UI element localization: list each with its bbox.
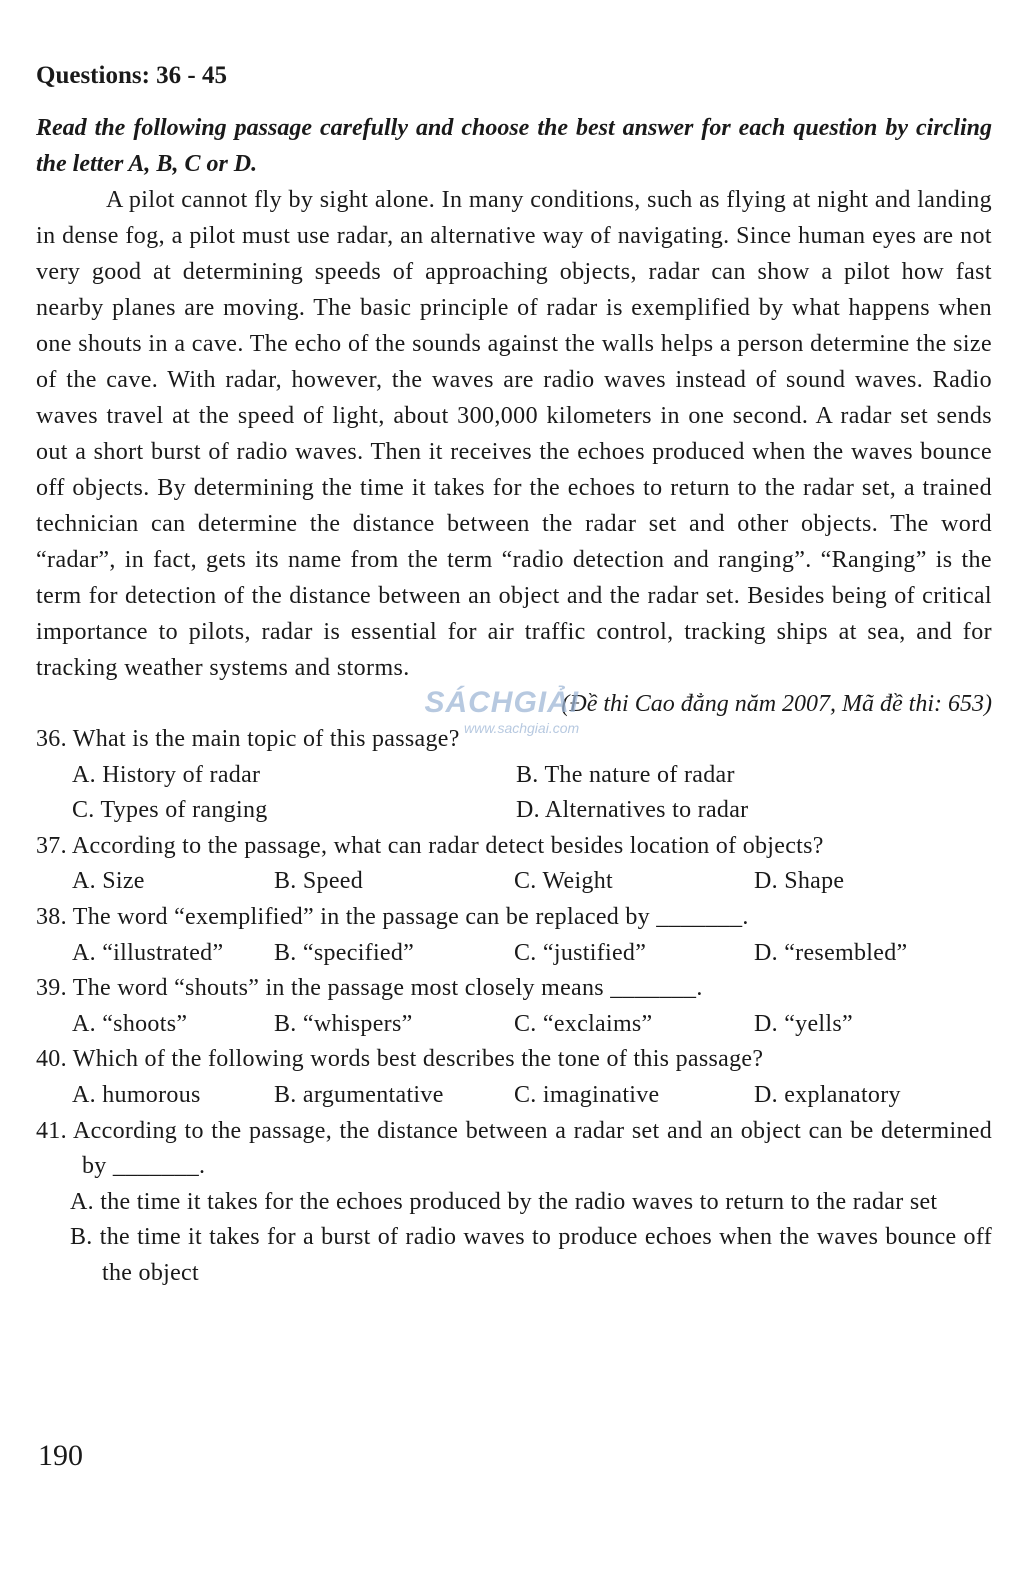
question-stem: 40. Which of the following words best describes the tone of this passage?: [36, 1046, 764, 1073]
question-37: [36, 829, 992, 900]
question-stem: 41. According to the passage, the distance between a radar set and an object can be determined by _______.: [36, 1117, 992, 1180]
section-heading: Questions: 36 - 45: [36, 62, 227, 89]
option-b[interactable]: B. Speed: [274, 868, 364, 895]
question-39: [36, 971, 992, 1042]
question-36: [36, 722, 992, 829]
option-c[interactable]: C. Types of ranging: [72, 797, 268, 824]
instructions: Read the following passage carefully and choose the best answer for each question by circling the letter A, B, C or D.: [36, 115, 992, 177]
answer-options: [36, 1078, 992, 1114]
option-b[interactable]: B. The nature of radar: [516, 761, 735, 788]
option-c[interactable]: C. “justified”: [514, 939, 647, 966]
option-d[interactable]: D. Alternatives to radar: [516, 797, 749, 824]
page-content: [36, 58, 992, 1292]
question-40: [36, 1042, 992, 1113]
option-b[interactable]: B. “specified”: [274, 939, 415, 966]
reading-passage: A pilot cannot fly by sight alone. In many conditions, such as flying at night and landing in dense fog, a pilot must use radar, an alternative way of navigating. Since human eyes are not very good at determining speeds of approaching objects, radar can show a pilot how fast nearby planes are moving. The basic principle of radar is exemplified by what happens when one shouts in a cave. The echo of the sounds against the walls helps a person determine the size of the cave. With radar, however, the waves are radio waves instead of sound waves. Radio waves travel at the speed of light, about 300,000 kilometers in one second. A radar set sends out a short burst of radio waves. Then it receives the echoes produced when the waves bounce off objects. By determining the time it takes for the echoes to return to the radar set, a trained technician can determine the distance between the radar set and other objects. The word “radar”, in fact, gets its name from the term “radio detection and ranging”. “Ranging” is the term for detection of the distance between an object and the radar set. Besides being of critical importance to pilots, radar is essential for air traffic control, tracking ships at sea, and for tracking weather systems and storms.: [36, 187, 992, 681]
option-a[interactable]: A. humorous: [72, 1081, 201, 1108]
option-b[interactable]: B. argumentative: [274, 1081, 444, 1108]
answer-options: [36, 758, 992, 829]
option-a[interactable]: A. “illustrated”: [72, 939, 224, 966]
question-stem: 36. What is the main topic of this passage?: [36, 726, 460, 752]
source-text: (Đề thi Cao đẳng năm 2007, Mã đề thi: 653): [561, 691, 992, 717]
option-a[interactable]: A. History of radar: [72, 761, 261, 788]
option-c[interactable]: C. imaginative: [514, 1081, 660, 1108]
page-number: 190: [38, 1439, 83, 1472]
source-citation: [36, 686, 992, 736]
option-a[interactable]: A. “shoots”: [72, 1010, 188, 1037]
question-38: [36, 900, 992, 971]
option-c[interactable]: C. Weight: [514, 868, 613, 895]
option-a[interactable]: A. Size: [72, 868, 145, 895]
option-d[interactable]: D. “resembled”: [754, 939, 908, 966]
option-d[interactable]: D. Shape: [754, 868, 845, 895]
answer-options: [36, 936, 992, 972]
question-stem: 38. The word “exemplified” in the passage can be replaced by _______.: [36, 903, 749, 930]
question-stem: 37. According to the passage, what can radar detect besides location of objects?: [36, 832, 824, 859]
option-d[interactable]: D. explanatory: [754, 1081, 901, 1108]
watermark-brand: SÁCHGIẢI: [424, 686, 580, 719]
answer-options: [36, 1007, 992, 1043]
option-c[interactable]: C. “exclaims”: [514, 1010, 653, 1037]
option-b[interactable]: B. the time it takes for a burst of radio waves to produce echoes when the waves bounce off the object: [70, 1224, 992, 1286]
watermark-url: www.sachgiai.com: [464, 720, 580, 736]
question-list: [36, 722, 992, 1292]
option-b[interactable]: B. “whispers”: [274, 1010, 413, 1037]
question-stem: 39. The word “shouts” in the passage most closely means _______.: [36, 975, 703, 1002]
answer-options: [36, 864, 992, 900]
option-d[interactable]: D. “yells”: [754, 1010, 853, 1037]
option-a[interactable]: A. the time it takes for the echoes produced by the radio waves to return to the radar set: [70, 1188, 938, 1215]
question-41: [36, 1114, 992, 1292]
